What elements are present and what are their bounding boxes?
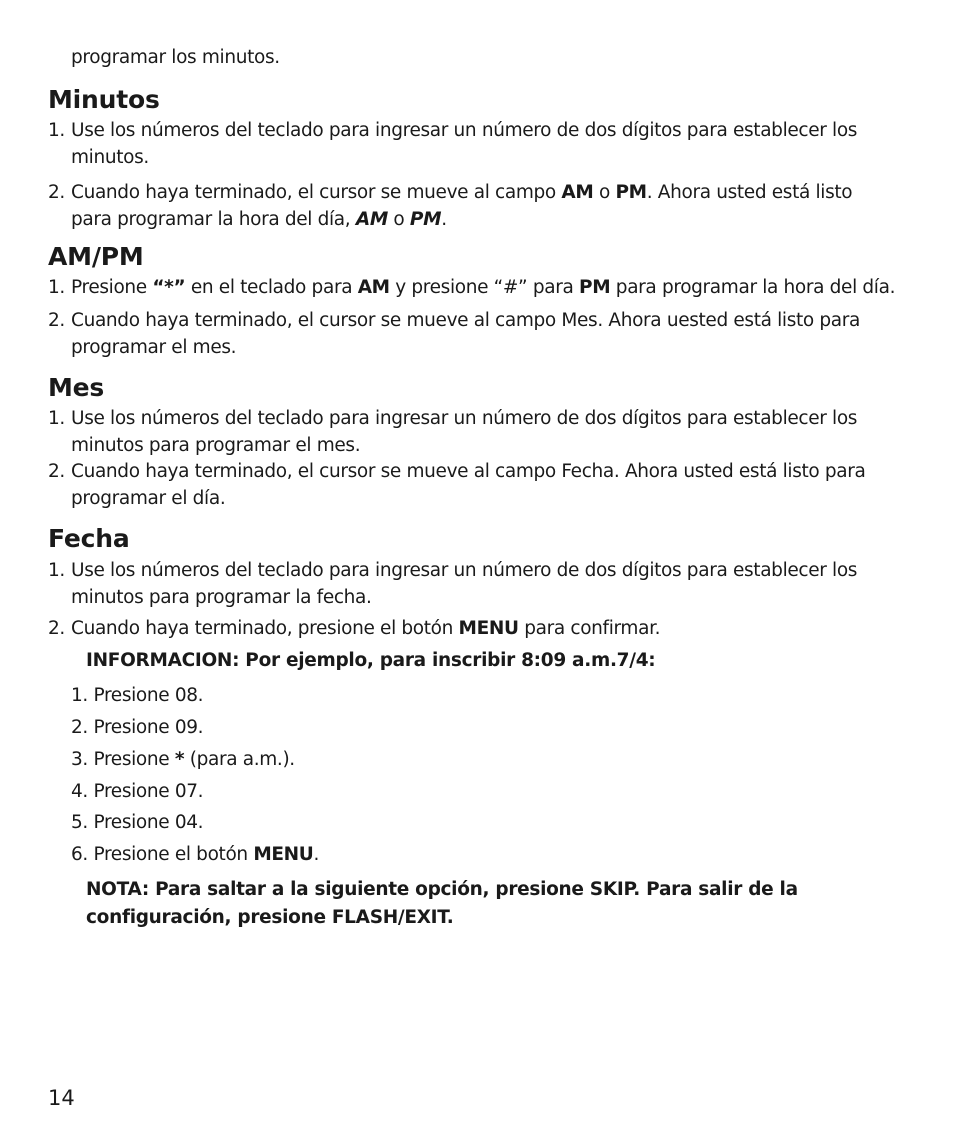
item-text: Presione “*” en el teclado para AM y presione “#” para PM para programar la hora del día. [71,277,896,298]
item-text: Cuando haya terminado, el cursor se mueve al campo AM o PM. Ahora usted está listo [71,182,853,203]
info-example: INFORMACION: Por ejemplo, para inscribir 8:09 a.m.7/4: [86,650,656,671]
item-number: 2. [48,618,65,639]
item-text: para programar la hora del día, AM o PM. [71,209,447,230]
step-5: 5. Presione 04. [71,812,204,833]
heading-mes: Mes [48,373,105,402]
item-text: minutos para programar la fecha. [71,587,372,608]
item-text: minutos para programar el mes. [71,435,361,456]
item-text: programar el día. [71,488,226,509]
step-1: 1. Presione 08. [71,685,204,706]
item-text: Use los números del teclado para ingresar un número de dos dígitos para establecer los [71,408,858,429]
item-text: Use los números del teclado para ingresar un número de dos dígitos para establecer los [71,560,858,581]
page-number: 14 [48,1086,75,1110]
heading-minutos: Minutos [48,85,160,114]
item-text: programar el mes. [71,337,237,358]
intro-line: programar los minutos. [71,47,280,68]
item-text: Cuando haya terminado, el cursor se mueve al campo Mes. Ahora uested está listo para [71,310,861,331]
item-text: Cuando haya terminado, el cursor se mueve al campo Fecha. Ahora usted está listo para [71,461,866,482]
step-3: 3. Presione * (para a.m.). [71,749,295,770]
item-number: 2. [48,182,65,203]
step-6: 6. Presione el botón MENU. [71,844,320,865]
item-text: minutos. [71,147,149,168]
item-number: 1. [48,120,65,141]
heading-ampm: AM/PM [48,242,144,271]
item-number: 2. [48,461,65,482]
nota-line: configuración, presione FLASH/EXIT. [86,907,454,928]
item-text: Use los números del teclado para ingresar un número de dos dígitos para establecer los [71,120,858,141]
item-number: 2. [48,310,65,331]
nota-line: NOTA: Para saltar a la siguiente opción, presione SKIP. Para salir de la [86,879,798,900]
heading-fecha: Fecha [48,524,130,553]
item-number: 1. [48,277,65,298]
item-number: 1. [48,408,65,429]
step-2: 2. Presione 09. [71,717,204,738]
item-number: 1. [48,560,65,581]
item-text: Cuando haya terminado, presione el botón MENU para confirmar. [71,618,661,639]
step-4: 4. Presione 07. [71,781,204,802]
